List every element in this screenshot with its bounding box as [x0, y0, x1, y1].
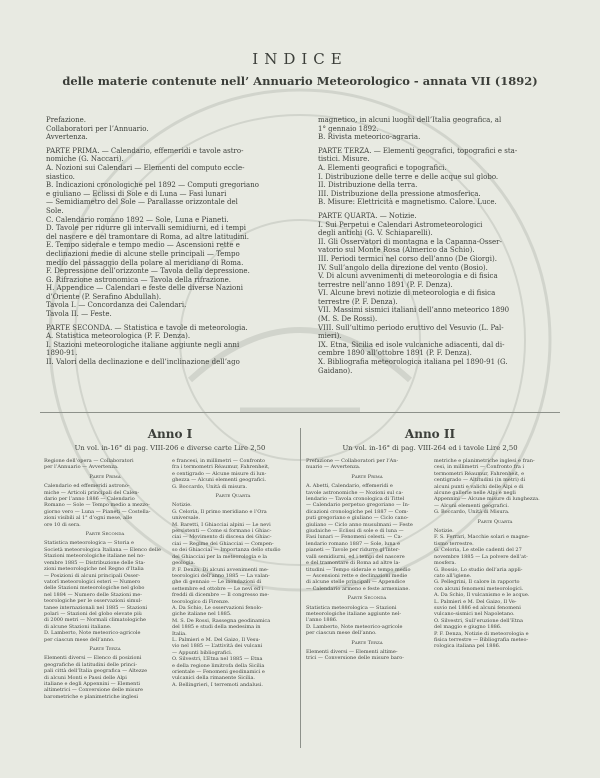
index-line: 1890-91. — [46, 349, 78, 358]
text-line: teorologici dell’anno 1885 — La valan- — [172, 572, 270, 579]
text-line: lendario romano 1887 — Sole, luna e — [306, 540, 401, 547]
text-line: italiane e degli Appennini — Elementi — [44, 681, 140, 687]
text-line: vulcanici della rimanente Sicilia. — [172, 675, 256, 682]
index-line: PARTE PRIMA. — Calendario, effemeridi e tavole astro- — [46, 146, 244, 155]
text-line: Fasi lunari — Fenomeni celesti. — Ca- — [306, 534, 403, 541]
text-line: termometri Réaumur, Fahrenheit, e — [434, 470, 525, 477]
text-line: Romano — Sole — Tempo medio a mezzo- — [44, 502, 150, 509]
text-line: novembre 1885 — La polvere dell’at- — [434, 553, 528, 560]
anno-1-column-a — [44, 458, 166, 700]
index-line: Tavola II. — Feste. — [46, 310, 112, 319]
anno-2-column-a — [306, 458, 428, 662]
text-line: cato all’igiene. — [434, 572, 472, 579]
index-line: Gaidano). — [318, 366, 353, 375]
text-line: Notizie. — [172, 502, 192, 509]
text-line: teorologiche per le osservazioni simul- — [44, 598, 143, 605]
text-line: O. Silvestri, L’Etna nel 1885 — Etna — [172, 656, 263, 663]
index-line: VIII. Sull’ultimo periodo eruttivo del Vesuvio (L. Pal- — [318, 323, 504, 332]
text-line: vembre 1885 — Distribuzione delle Sta- — [44, 559, 146, 566]
index-line: magnetico, in alcuni luoghi dell’Italia geografica, al — [318, 116, 502, 124]
text-line: Regione dell’opera — Collaboratori — [44, 458, 134, 464]
text-line: Società meteorologica Italiana — Elenco delle — [44, 546, 161, 553]
index-line: I. Stazioni meteorologiche italiane aggiunte negli anni — [46, 340, 240, 349]
text-line: per ciascun mese dell’anno. — [44, 636, 115, 643]
text-line: freddi di dicembre — Il congresso me- — [172, 592, 270, 599]
text-line: tanee internazionali nel 1885 — Stazioni — [44, 604, 148, 611]
text-line: valli semidiurni, ed i tempi del nascere — [306, 553, 405, 560]
index-line: A. Statistica meteorologica (P. F. Denza). — [46, 332, 191, 341]
text-line: centigrado — Altitudini (in metri) di — [434, 477, 526, 484]
text-line: tismo terrestre. — [434, 540, 474, 547]
text-line: dei Ghiacciai per la meteorologia e la — [172, 553, 268, 560]
text-line: vatorî meteorologici esteri — Numero — [44, 578, 141, 585]
text-line: giuliano — Ciclo anno musulmani — Feste — [306, 521, 413, 528]
text-line: di alcuni Monti e Passi delle Alpi — [44, 674, 127, 681]
text-line: del 1885 e studi della medesima in — [172, 624, 261, 631]
anno-1-column-b — [172, 458, 294, 688]
text-line: P. F. Denza, Notizie di meteorologia e — [434, 630, 529, 637]
index-line: G. Rifrazione astronomica — Tavola della rifrazione. — [46, 275, 232, 284]
text-line: alcune gallerie nelle Alpi e negli — [434, 490, 516, 497]
text-line: M. Baretti, I Ghiacciai alpini — Le nevi — [172, 521, 271, 528]
index-line: B. Misure: Elettricità e magnetismo. Calore. Luce. — [318, 198, 497, 207]
text-line: di alcune Stazioni italiane. — [44, 623, 112, 630]
index-line: nomiche (G. Naccari). — [46, 155, 124, 164]
text-line: di 2000 metri — Normali climatologiche — [44, 617, 146, 624]
index-line: H. Appendice — Calendari e feste delle diverse Nazioni — [46, 284, 243, 293]
text-line: teorologico di Firenze. — [172, 598, 230, 605]
section-heading: Parte Prima — [351, 473, 383, 480]
text-line: tavole astronomiche — Nozioni sul ca- — [306, 489, 404, 496]
text-line: P. F. Denza, Di alcuni avvenimenti me- — [172, 566, 269, 573]
index-line: terrestre nell’anno 1891 (P. F. Denza). — [318, 280, 453, 289]
text-line: trici — Conversione delle misure baro- — [306, 655, 404, 662]
text-line: e centigrado — Alcune misure di lun- — [172, 470, 267, 477]
text-line: pali città dell’Italia geografica — Altezze — [44, 668, 148, 675]
index-left-column — [46, 116, 296, 367]
text-line: giorno vero — Luna — Pianeti — Costella- — [44, 508, 151, 515]
text-line: D. Lamberto, Note meteorico-agricole — [44, 630, 141, 637]
text-line: lendario — Tavola cronologica di Tittel — [306, 496, 405, 503]
divider-line — [40, 412, 560, 413]
index-line: del nascere e del tramontare di Roma, ad altre latitudini. — [46, 232, 249, 241]
text-line: e della regione limitrofa della Sicilia — [172, 662, 265, 669]
text-line: ghe di gennaio — Le inondazioni di — [172, 579, 262, 586]
index-line: PARTE QUARTA. — Notizie. — [318, 211, 417, 220]
text-line: — Appunti bibliografici. — [172, 649, 233, 656]
index-line: d’Oriente (P. Serafino Abdullah). — [46, 292, 162, 301]
index-line: B. Rivista meteorico-agraria. — [318, 133, 421, 142]
text-line: e francesi, in millimetri — Confronto — [172, 458, 266, 464]
text-line: del maggio e giugno 1886. — [434, 624, 502, 631]
index-line: e giuliano — Eclissi di Sole e di Luna — Fasi lunari — [46, 189, 227, 198]
index-line: III. Periodi termici nel corso dell’anno (De Giorgi). — [318, 254, 497, 263]
index-line: vatorio sul Monte Rosa (Almerico da Schio). — [318, 246, 475, 255]
text-line: nuario — Avvertenza. — [306, 464, 361, 471]
index-line: Tavola I. — Concordanza dei Calendari. — [46, 301, 187, 310]
index-line: IV. Sull’angolo della direzione del vento (Bosio). — [318, 263, 488, 272]
index-line: Sole. — [46, 206, 64, 215]
index-line: cembre 1890 all’ottobre 1891 (P. F. Denza). — [318, 349, 472, 358]
text-line: L. Palmieri e M. Del Gaizo, Il Ve- — [434, 598, 517, 605]
text-line: e del tramontare di Roma ad altre la- — [306, 560, 401, 567]
section-heading: Parte Quarta — [477, 518, 513, 525]
text-line: nel 1884 — Numero delle Stazioni me- — [44, 591, 142, 598]
index-line: I. Distribuzione delle terre e delle acque sul globo. — [318, 172, 499, 181]
text-line: G. Celoria, Il primo meridiano e l’Ora — [172, 508, 267, 515]
text-line: M. S. De Rossi, Rassegna geodinamica — [172, 617, 271, 624]
text-line: G. Boccardo, Unità di misura. — [172, 483, 248, 490]
index-line: PARTE TERZA. — Elementi geografici, topografici e sta- — [318, 146, 518, 155]
text-line: zioni visibili al 1° d’ogni mese, alle — [44, 515, 133, 522]
index-line: terrestre (P. F. Denza). — [318, 297, 398, 306]
section-heading: Parte Quarta — [215, 493, 251, 500]
text-line: Prefazione — Collaboratori per l’An- — [306, 458, 399, 464]
text-line: rologica italiana pel 1886. — [434, 643, 501, 650]
index-line: I. Sui Perpetui e Calendari Astrometeorologici — [318, 220, 483, 229]
text-line: suvio nel 1886 ed alcuni fenomeni — [434, 604, 521, 611]
section-heading: Parte Seconda — [347, 595, 387, 602]
text-line: Elementi diversi — Elementi altime- — [306, 648, 398, 655]
index-line: degli antichi (G. V. Schiaparelli). — [318, 229, 433, 238]
anno-2-subtitle: Un vol. in-16° di pag. VIII-264 ed i tavole Lire 2,50 — [342, 444, 518, 452]
text-line: miche — Articoli principali del Calen- — [44, 489, 140, 496]
text-line: di alcune stelle principali — Appendice — [306, 579, 406, 586]
page-title: INDICE — [252, 50, 348, 68]
text-line: — Calendario armeno e feste armeniane. — [306, 585, 410, 592]
index-line: medio del passaggio della polare al meridiano di Roma. — [46, 258, 244, 267]
text-line: G. Celoria, Le stelle cadenti del 27 — [434, 547, 522, 554]
index-line: PARTE SECONDA. — Statistica e tavole di meteorologia. — [46, 323, 248, 332]
index-line: C. Calendario romano 1892 — Sole, Luna e Pianeti. — [46, 215, 229, 224]
section-heading: Parte Seconda — [85, 531, 125, 538]
text-line: F. S. Ferrari, Macchie solari e magne- — [434, 534, 530, 541]
text-line: puti gregoriano e giuliano — Ciclo cano- — [306, 515, 409, 522]
text-line: fisica terrestre — Bibliografia meteo- — [434, 636, 529, 643]
index-line: (M. S. De Rossi). — [318, 315, 378, 324]
text-line: Statistica meteorologica — Stazioni — [306, 604, 397, 611]
index-line: VI. Alcune brevi notizie di meteorologia e di fisica — [318, 289, 496, 298]
text-line: mosfera. — [434, 560, 457, 567]
text-line: cesi, in millimetri — Confronto fra i — [434, 464, 525, 471]
text-line: metriche e planimetriche inglesi e fran- — [434, 458, 535, 464]
text-line: settembre ed ottobre — Le nevi ed i — [172, 585, 264, 592]
index-line: II. Valori della declinazione e dell’inclinazione dell’ago — [46, 358, 240, 367]
index-line: declinazioni medie di alcune stelle principali — Tempo — [46, 249, 240, 258]
text-line: A. Da Schio, Il vulcanismo e le acque. — [434, 592, 530, 599]
text-line: geologia. — [172, 560, 196, 567]
text-line: l’anno 1886. — [306, 617, 338, 624]
index-line: tistici. Misure. — [318, 155, 370, 164]
text-line: universale. — [172, 515, 200, 522]
text-line: so dei Ghiacciai — Importanza dello studio — [172, 547, 281, 554]
text-line: per ciascun mese dell’anno. — [306, 630, 377, 637]
text-line: Statistica meteorologica — Storia e — [44, 540, 134, 547]
text-line: polari — Stazioni del globo elevate più — [44, 610, 142, 617]
anno-1-title: Anno I — [147, 427, 193, 441]
text-line: D. Lamberto, Note meteorico-agricole — [306, 623, 403, 630]
text-line: dicazioni cronologiche pel 1887 — Com- — [306, 508, 409, 515]
index-line: III. Distribuzione della pressione atmosferica. — [318, 189, 481, 198]
text-line: zioni meteorologiche nel Regno d’Italia — [44, 566, 144, 573]
text-line: ciai — Regime dei Ghiacciai — Compen- — [172, 540, 274, 547]
section-heading: Parte Prima — [89, 473, 121, 480]
text-line: orientale — Fenomeni geodinamici e — [172, 669, 265, 675]
text-line: pianeti — Tavole per ridurre gl’inter- — [306, 547, 400, 554]
text-line: ore 10 di sera. — [44, 521, 81, 528]
index-line: mieri). — [318, 332, 342, 341]
text-line: vio nel 1885 — L’attività dei vulcani — [172, 643, 263, 650]
text-line: ciai — Movimento di discesa dei Ghiac- — [172, 534, 272, 541]
text-line: A. Da Schio, Le osservazioni fenolo- — [172, 604, 263, 611]
text-line: G. Pellegrini, Il calore in rapporto — [434, 579, 520, 586]
index-line: X. Bibliografia meteorologica italiana pel 1890-91 (G. — [318, 358, 508, 367]
index-line: — Semidiametro del Sole — Parallasse orizzontale del — [46, 198, 238, 207]
text-line: — Calendario perpetuo gregoriano — In- — [306, 502, 410, 509]
text-line: Stazioni meteorologiche italiane nel no- — [44, 553, 145, 560]
text-line: con alcuni fenomeni meteorologici. — [434, 585, 524, 592]
anno-1-subtitle: Un vol. in-16° di pag. VIII-206 e diverse carte Lire 2,50 — [74, 444, 266, 452]
section-heading: Parte Terza — [89, 645, 121, 652]
index-right-column — [318, 116, 568, 375]
text-line: Calendario ed effemeridi astrono- — [44, 483, 130, 490]
text-line: dario per l’anno 1886 — Calendario — [44, 496, 135, 503]
index-line: V. Di alcuni avvenimenti di meteorologia e di fisica — [318, 272, 498, 281]
index-line: VII. Massimi sismici italiani dell’anno meteorico 1890 — [318, 306, 510, 315]
index-line: II. Distribuzione della terra. — [318, 181, 418, 190]
text-line: Appennini — Alcune misure di lunghezza. — [434, 496, 540, 503]
index-line: siastico. — [46, 172, 75, 181]
text-line: L. Palmieri e M. Del Gaizo, Il Vesu- — [172, 636, 261, 643]
index-line: F. Depressione dell’orizzonte — Tavola della depressione. — [46, 267, 250, 276]
index-line: Avvertenza. — [46, 133, 88, 142]
text-line: barometriche e planimetriche inglesi — [44, 693, 139, 700]
text-line: giudaiche — Eclissi di sole e di luna — — [306, 528, 404, 535]
page-subtitle: delle materie contenute nell’ Annuario Meteorologico - annata VII (1892) — [62, 74, 538, 88]
text-line: meteorologiche italiane aggiunte nel- — [306, 610, 402, 617]
index-line: Prefazione. — [46, 116, 86, 124]
text-line: G. Bossio, Lo studio dell’aria appli- — [434, 566, 523, 573]
text-line: O. Silvestri, Sull’eruzione dell’Etna — [434, 617, 523, 624]
text-line: Notizie. — [434, 528, 454, 535]
anno-2-title: Anno II — [404, 427, 456, 441]
text-line: titudini — Tempo siderale e tempo medio — [306, 566, 411, 573]
text-line: persistenti — Come si formano i Ghiac- — [172, 528, 272, 535]
section-heading: Parte Terza — [351, 639, 383, 646]
text-line: Elementi diversi — Elenco di posizioni — [44, 655, 142, 662]
index-line: 1° gennaio 1892. — [318, 124, 379, 133]
text-line: alcuni punti e valichi delle Alpi e di — [434, 483, 524, 490]
index-line: B. Indicazioni cronologiche pel 1892 — Computi gregoriano — [46, 181, 259, 190]
text-line: giche italiane nel 1885. — [172, 611, 232, 618]
column-separator — [300, 428, 301, 748]
index-line: II. Gli Osservatori di montagna e la Capanna-Osser- — [318, 237, 502, 246]
index-line: Collaboratori per l’Annuario. — [46, 124, 149, 133]
text-line: A. Abetti, Calendario, effemeridi e — [306, 483, 393, 490]
text-line: fra i termometri Réaumur, Fahrenheit, — [172, 464, 270, 471]
text-line: per l’Annuario — Avvertenza. — [44, 464, 119, 471]
text-line: altimetrici — Conversione delle misure — [44, 687, 144, 694]
text-line: A. Bellingrieri, I terremoti andalusi. — [172, 681, 263, 688]
text-line: — Alcuni elementi geografici. — [434, 502, 509, 509]
index-line: D. Tavole per ridurre gli intervalli semidiurni, ed i tempi — [46, 224, 247, 233]
index-line: IX. Etna, Sicilia ed isole vulcaniche adiacenti, dal di- — [318, 340, 505, 349]
text-line: geografiche di latitudini delle princi- — [44, 661, 138, 668]
text-line: G. Boccardo, Unità di Misura. — [434, 509, 510, 516]
index-line: A. Elementi geografici e topografici. — [318, 163, 447, 172]
text-line: delle Stazioni meteorologiche nel globo — [44, 585, 145, 592]
text-line: — Posizioni di alcuni principali Osser- — [44, 572, 141, 579]
text-line: ghezza — Alcuni elementi geografici. — [172, 477, 267, 484]
index-line: E. Tempo siderale e tempo medio — Ascensioni rette e — [46, 241, 240, 250]
text-line: vulcano-sismici nel Napoletano. — [434, 611, 515, 618]
index-line: A. Nozioni sui Calendari — Elementi del computo eccle- — [46, 163, 245, 172]
text-line: — Ascensioni rette e declinazioni medie — [306, 572, 408, 579]
anno-2-column-b — [434, 458, 556, 650]
text-line: Italia. — [172, 630, 187, 637]
